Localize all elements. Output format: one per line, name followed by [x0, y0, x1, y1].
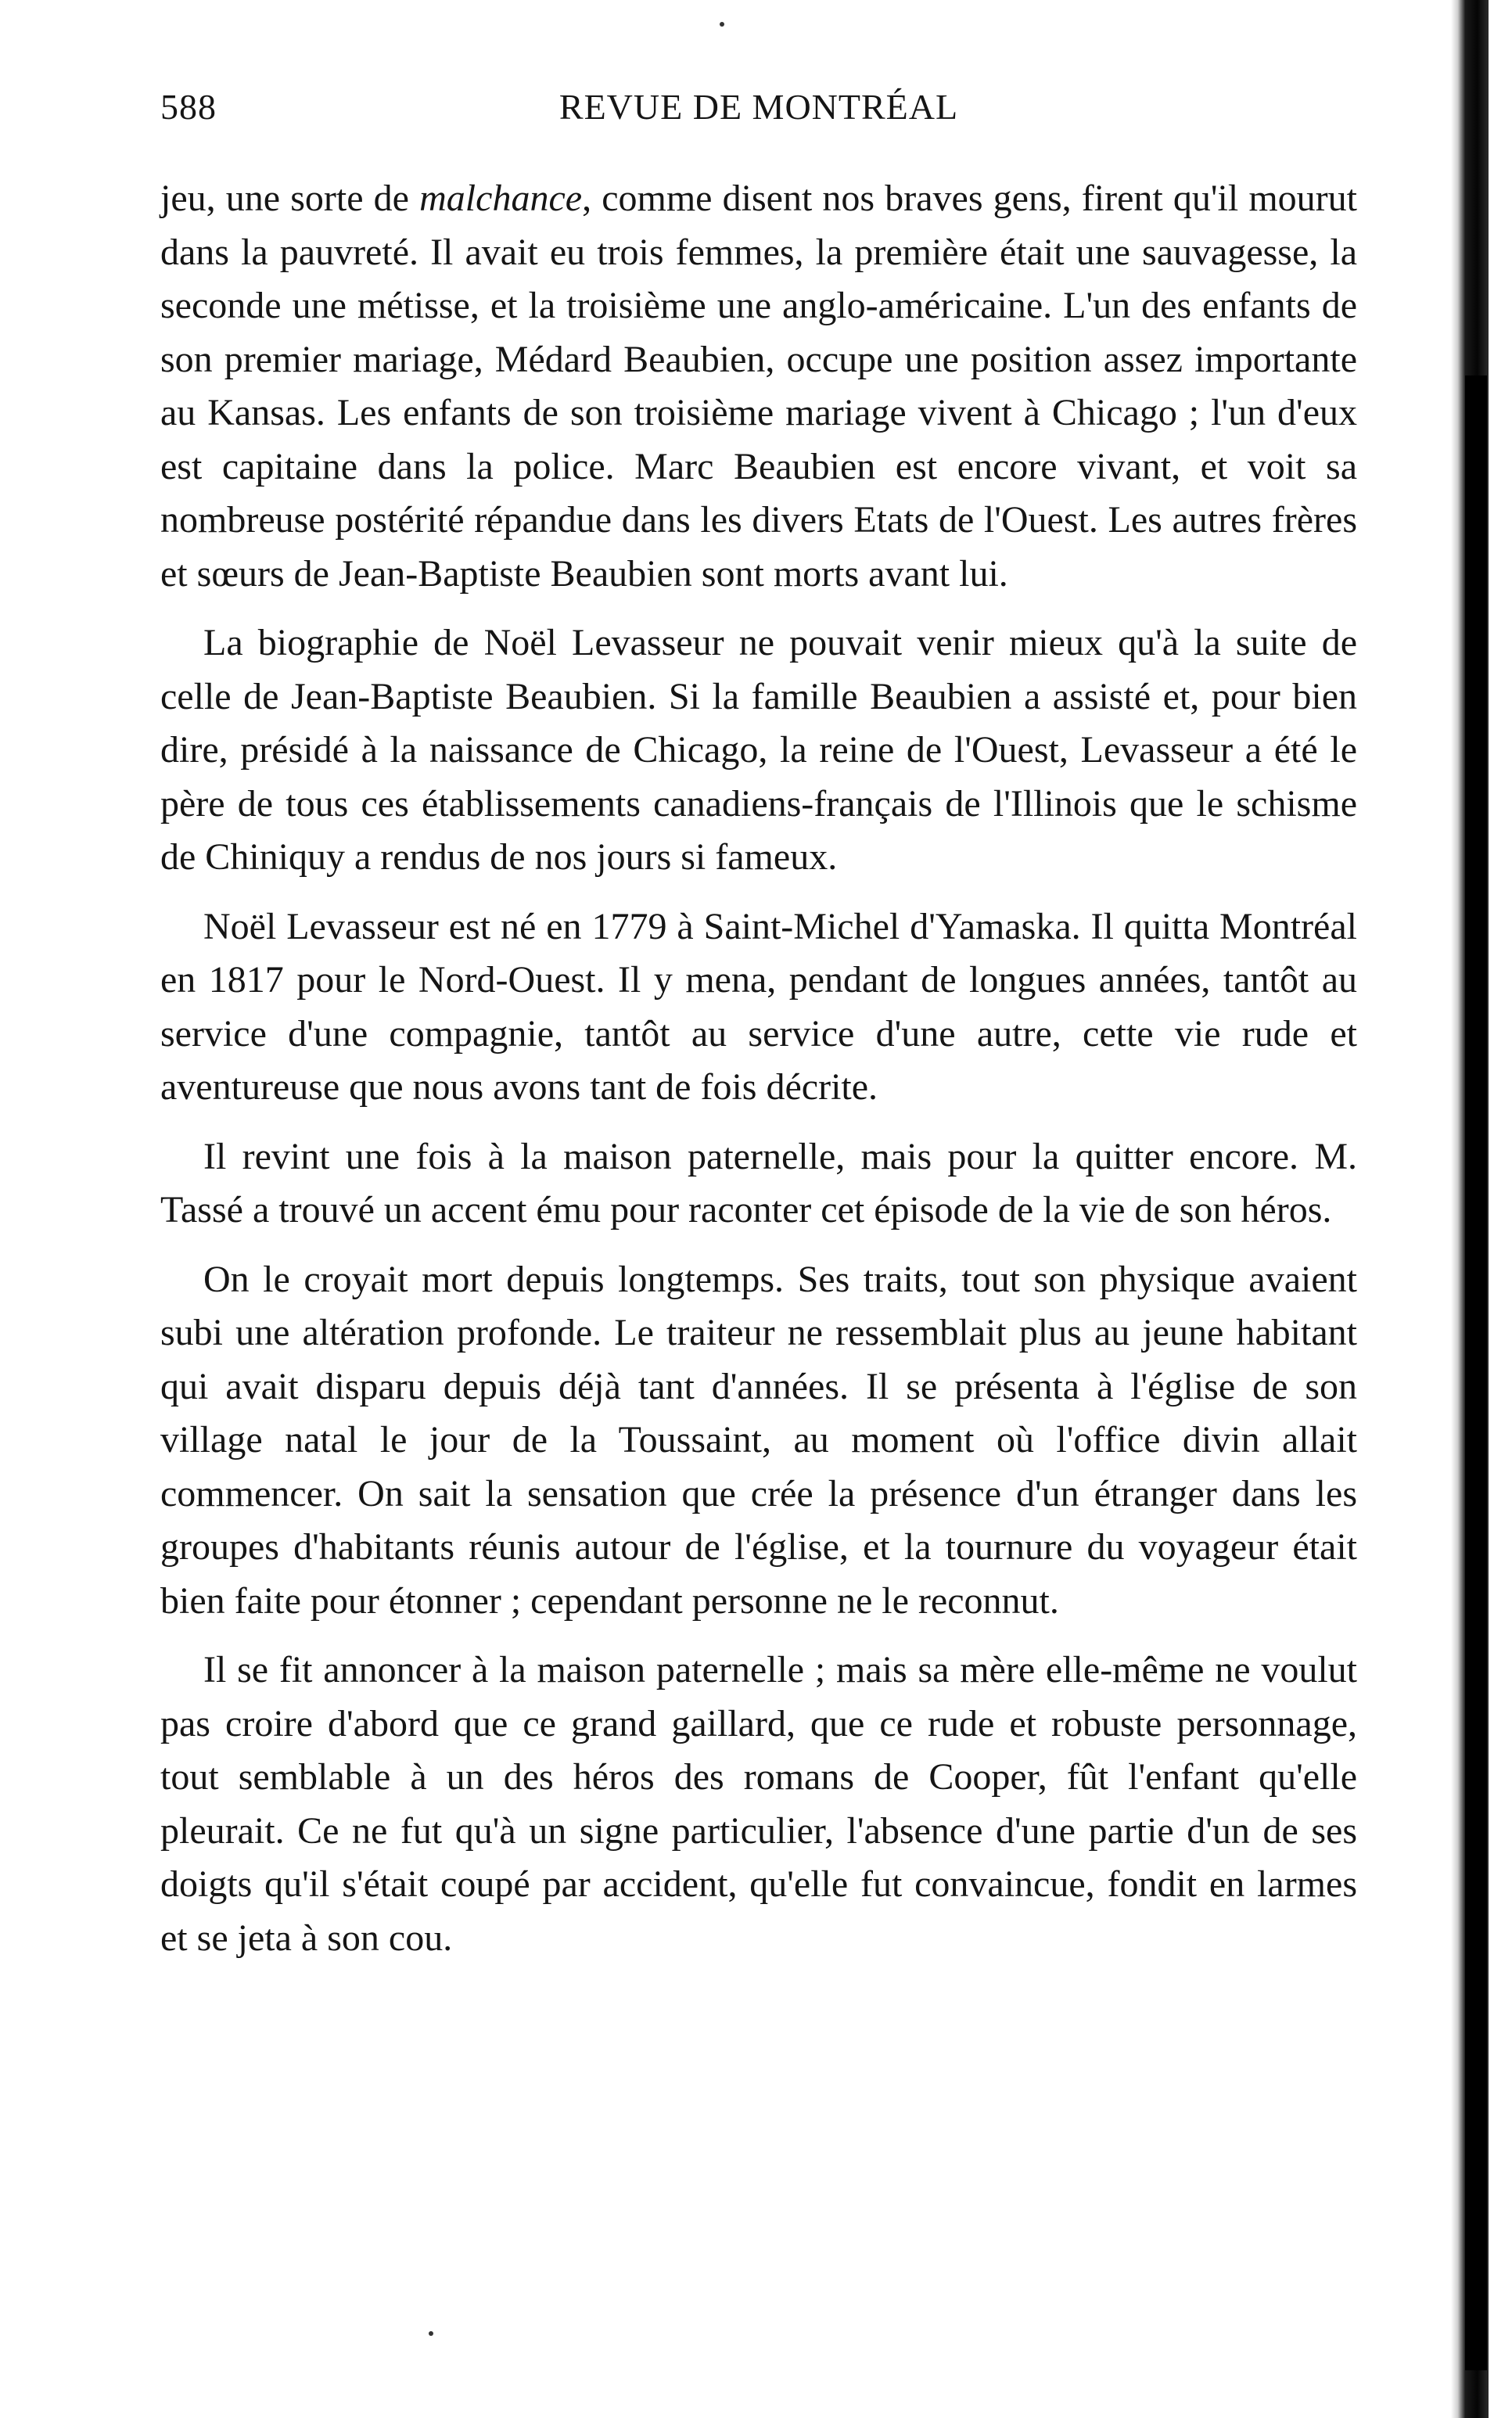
book-page: [160, 78, 1357, 1981]
scan-border-shadow: [1465, 375, 1487, 2370]
body-text: [160, 172, 1357, 1965]
paragraph-continuation: [160, 172, 1357, 601]
paragraph: Noël Levasseur est né en 1779 à Saint-Michel d'Yamaska. Il quitta Montréal en 1817 pour le Nord-Ouest. Il y mena, pendant de longues années, tantôt au service d'une compagnie, tantôt au service d'une autre, cette vie rude et aventureuse que nous avons tant de fois décrite.: [160, 905, 1357, 1108]
paragraph: Il revint une fois à la maison paternelle, mais pour la quitter encore. M. Tassé a trouvé un accent ému pour raconter cet épisode de la vie de son héros.: [160, 1135, 1357, 1231]
paragraph: Il se fit annoncer à la maison paternelle ; mais sa mère elle-même ne voulut pas croire d'abord que ce grand gaillard, que ce rude et robuste personnage, tout semblable à un des héros des romans de Cooper, fût l'enfant qu'elle pleurait. Ce ne fut qu'à un signe particulier, l'absence d'une partie d'un de ses doigts qu'il s'était coupé par accident, qu'elle fut convaincue, fondit en larmes et se jeta à son cou.: [160, 1649, 1357, 1959]
paragraph-text: jeu, une sorte de: [160, 178, 420, 219]
printer-mark-dot: [429, 2331, 433, 2336]
paragraph: La biographie de Noël Levasseur ne pouvait venir mieux qu'à la suite de celle de Jean-Baptiste Beaubien. Si la famille Beaubien a assisté et, pour bien dire, présidé à la naissance de Chicago, la reine de l'Ouest, Levasseur a été le père de tous ces établissements canadiens-français de l'Illinois que le schisme de Chiniquy a rendus de nos jours si fameux.: [160, 622, 1357, 878]
journal-title: REVUE DE MONTRÉAL: [558, 87, 959, 127]
paragraph-text: , comme disent nos braves gens, firent qu'il mourut dans la pauvreté. Il avait eu trois femmes, la première était une sauvagesse, la seconde une métisse, et la troisième une anglo-américaine. L'un des enfants de son premier mariage, Médard Beaubien, occupe une position assez importante au Kansas. Les enfants de son troisième mariage vivent à Chicago ; l'un d'eux est capitaine dans la police. Marc Beaubien est encore vivant, et voit sa nombreuse postérité répandue dans les divers Etats de l'Ouest. Les autres frères et sœurs de Jean-Baptiste Beaubien sont morts avant lui.: [160, 178, 1358, 595]
italic-word: malchance: [419, 178, 583, 219]
paragraph: On le croyait mort depuis longtemps. Ses traits, tout son physique avaient subi une altération profonde. Le traiteur ne ressemblait plus au jeune habitant qui avait disparu depuis déjà tant d'années. Il se présenta à l'église de son village natal le jour de la Toussaint, au moment où l'office divin allait commencer. On sait la sensation que crée la présence d'un étranger dans les groupes d'habitants réunis autour de l'église, et la tournure du voyageur était bien faite pour étonner ; cependant personne ne le reconnut.: [160, 1258, 1357, 1622]
printer-mark-dot: [720, 22, 724, 27]
running-head: [160, 78, 1357, 141]
page-number: 588: [160, 87, 217, 127]
